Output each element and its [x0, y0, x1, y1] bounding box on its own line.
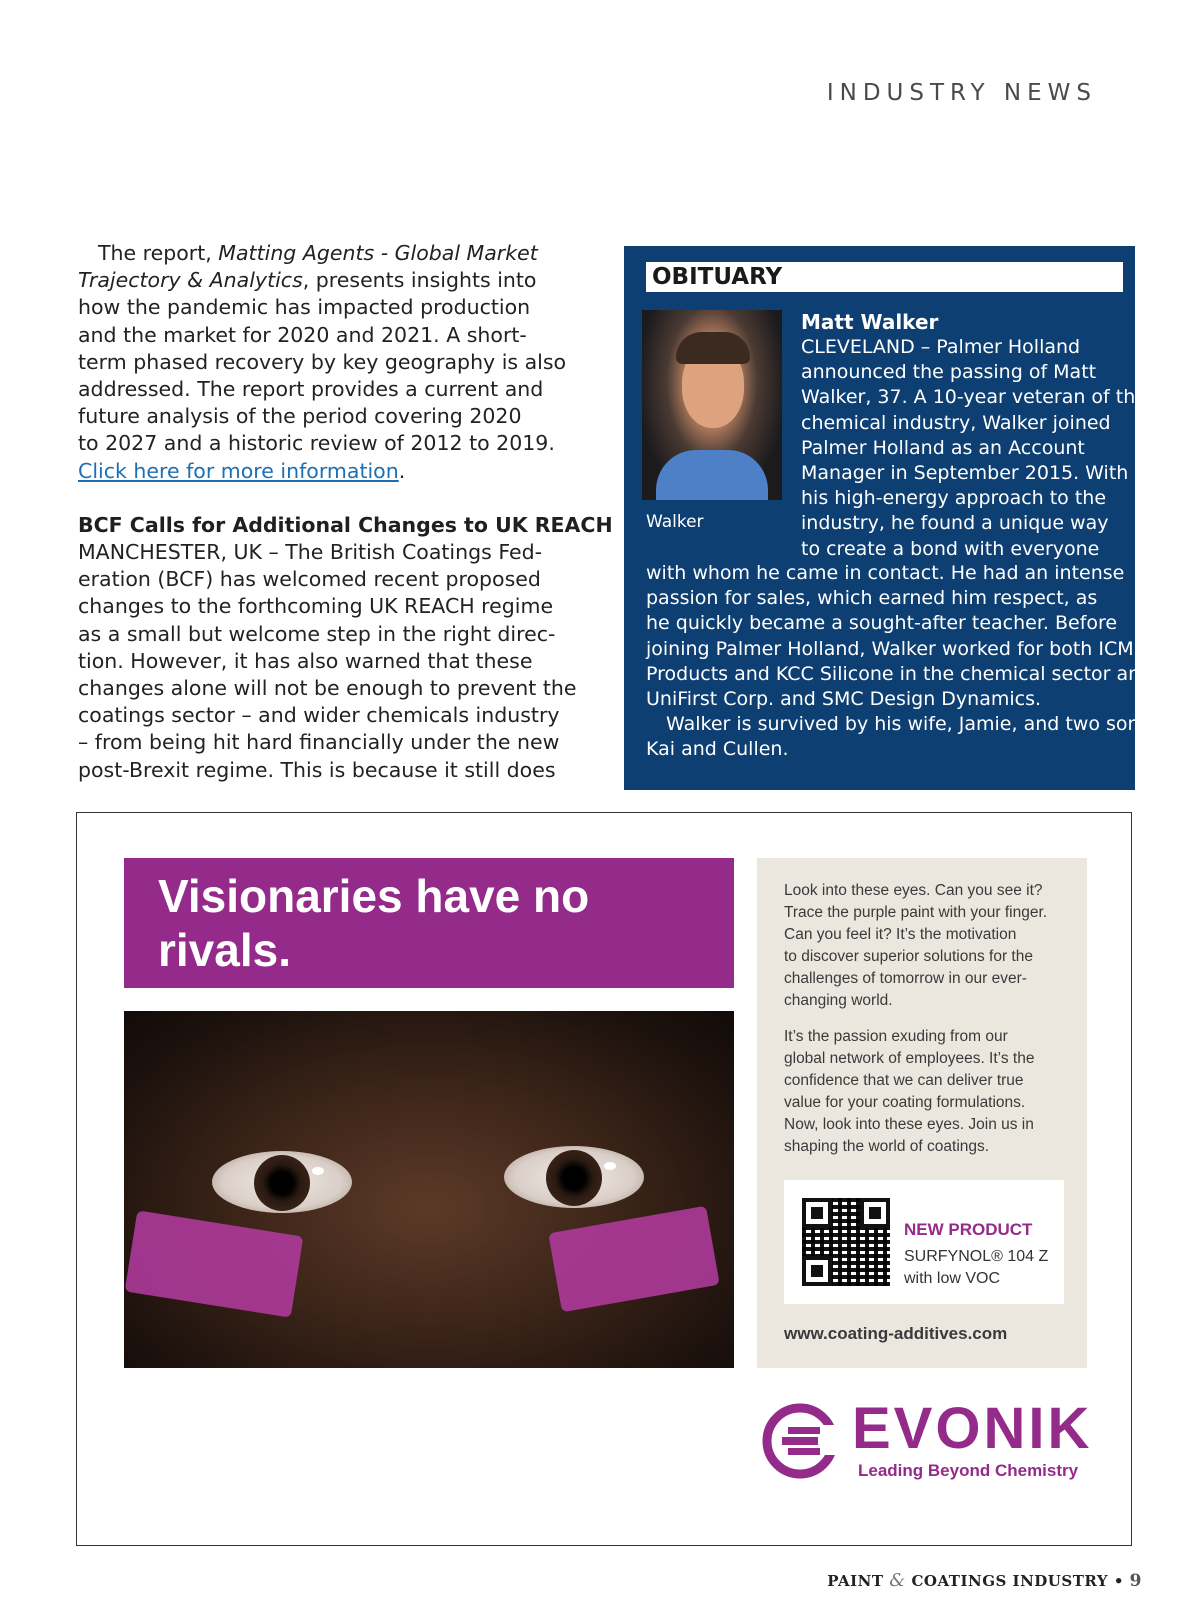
product-title: NEW PRODUCT: [904, 1220, 1033, 1239]
report-paragraph: [78, 240, 598, 485]
ad-paragraph-2: It’s the passion exuding from our global network of employees. It’s the confidence that we can deliver true value for your coating formulations. Now, look into these eyes. Join us in shaping the world of coatings.: [784, 1028, 1035, 1155]
obituary-box: [624, 246, 1156, 790]
article-line: as a small but welcome step in the right direc-: [78, 621, 556, 646]
obituary-title: OBITUARY: [646, 262, 1123, 292]
photo-caption: Walker: [646, 512, 704, 532]
evonik-logo-icon: [762, 1403, 838, 1479]
obituary-line: industry, he found a unique way: [801, 512, 1109, 535]
obituary-line: passion for sales, which earned him respect, as: [646, 587, 1098, 610]
article-column: [78, 240, 613, 784]
obituary-line: Kai and Cullen.: [646, 738, 789, 761]
product-name: SURFYNOL® 104 Z: [904, 1248, 1049, 1265]
obituary-text-right: [801, 335, 1147, 562]
article-line: post-Brexit regime. This is because it still does: [78, 757, 556, 782]
obituary-line: UniFirst Corp. and SMC Design Dynamics.: [646, 688, 1042, 711]
ad-copy: [784, 880, 1074, 1172]
article-line: eration (BCF) has welcomed recent proposed: [78, 567, 541, 592]
obituary-line: to create a bond with everyone: [801, 537, 1100, 560]
footer-publication: PAINT: [827, 1572, 884, 1590]
article-line: coatings sector – and wider chemicals industry: [78, 703, 560, 728]
ad-website[interactable]: www.coating-additives.com: [784, 1324, 1008, 1343]
footer-publication-rest: COATINGS INDUSTRY: [911, 1572, 1109, 1590]
report-line: to 2027 and a historic review of 2012 to 2019.: [78, 431, 555, 456]
article-line: tion. However, it has also warned that these: [78, 648, 533, 673]
obituary-line: announced the passing of Matt: [801, 361, 1097, 384]
qr-code-icon[interactable]: [802, 1198, 890, 1286]
report-line: addressed. The report provides a current and: [78, 377, 544, 402]
bcf-article: [78, 512, 613, 784]
obituary-line: Walker, 37. A 10-year veteran of the: [801, 386, 1147, 409]
obituary-line: Manager in September 2015. With: [801, 462, 1129, 485]
obituary-line: joining Palmer Holland, Walker worked for both ICM: [646, 637, 1134, 660]
report-line: future analysis of the period covering 2020: [78, 404, 522, 429]
article-line: changes to the forthcoming UK REACH regime: [78, 594, 554, 619]
report-line: how the pandemic has impacted production: [78, 295, 531, 320]
obituary-text-full: [646, 561, 1156, 763]
report-title-part2: Trajectory & Analytics: [78, 268, 303, 293]
page-number: 9: [1129, 1571, 1142, 1591]
footer-bullet: •: [1113, 1572, 1124, 1590]
evonik-advertisement[interactable]: [76, 812, 1132, 1546]
obituary-line: his high-energy approach to the: [801, 487, 1107, 510]
obituary-line: chemical industry, Walker joined: [801, 411, 1111, 434]
article-headline: BCF Calls for Additional Changes to UK REACH: [78, 512, 613, 537]
evonik-wordmark: EVONIK: [852, 1396, 1093, 1461]
section-header: INDUSTRY NEWS: [826, 80, 1097, 106]
obituary-line: with whom he came in contact. He had an intense: [646, 562, 1125, 584]
obituary-line: CLEVELAND – Palmer Holland: [801, 336, 1081, 358]
ad-paragraph-1: Look into these eyes. Can you see it? Trace the purple paint with your finger. Can you feel it? It’s the motivation to discover superior solutions for the challenges of tomorrow in our ever- changing world.: [784, 882, 1048, 1009]
report-title-part1: Matting Agents - Global Market: [218, 241, 538, 265]
article-line: – from being hit hard financially under the new: [78, 730, 560, 755]
ad-text-panel: [757, 858, 1087, 1368]
evonik-tagline: Leading Beyond Chemistry: [858, 1461, 1079, 1480]
portrait-photo: [642, 310, 782, 500]
product-box: [784, 1180, 1064, 1304]
obituary-line: Walker is survived by his wife, Jamie, and two sons,: [666, 713, 1156, 736]
obituary-line: Palmer Holland as an Account: [801, 436, 1085, 459]
report-line: term phased recovery by key geography is also: [78, 349, 567, 374]
eyes-photo: [124, 1011, 734, 1368]
product-detail: with low VOC: [904, 1270, 1001, 1287]
report-intro: The report,: [98, 241, 219, 265]
page-footer: [827, 1570, 1142, 1591]
link-period: .: [398, 458, 406, 483]
article-line: changes alone will not be enough to prevent the: [78, 676, 577, 701]
ad-banner: Visionaries have no rivals.: [124, 858, 734, 988]
report-line: and the market for 2020 and 2021. A short-: [78, 322, 527, 347]
more-info-link[interactable]: Click here for more information: [78, 458, 399, 483]
obituary-line: he quickly became a sought-after teacher. Before: [646, 612, 1118, 635]
article-line: MANCHESTER, UK – The British Coatings Fed-: [78, 540, 543, 565]
footer-ampersand: &: [889, 1570, 906, 1591]
obituary-line: Products and KCC Silicone in the chemical sector and: [646, 662, 1153, 685]
obituary-name: Matt Walker: [801, 310, 939, 334]
report-line: , presents insights into: [302, 268, 537, 293]
